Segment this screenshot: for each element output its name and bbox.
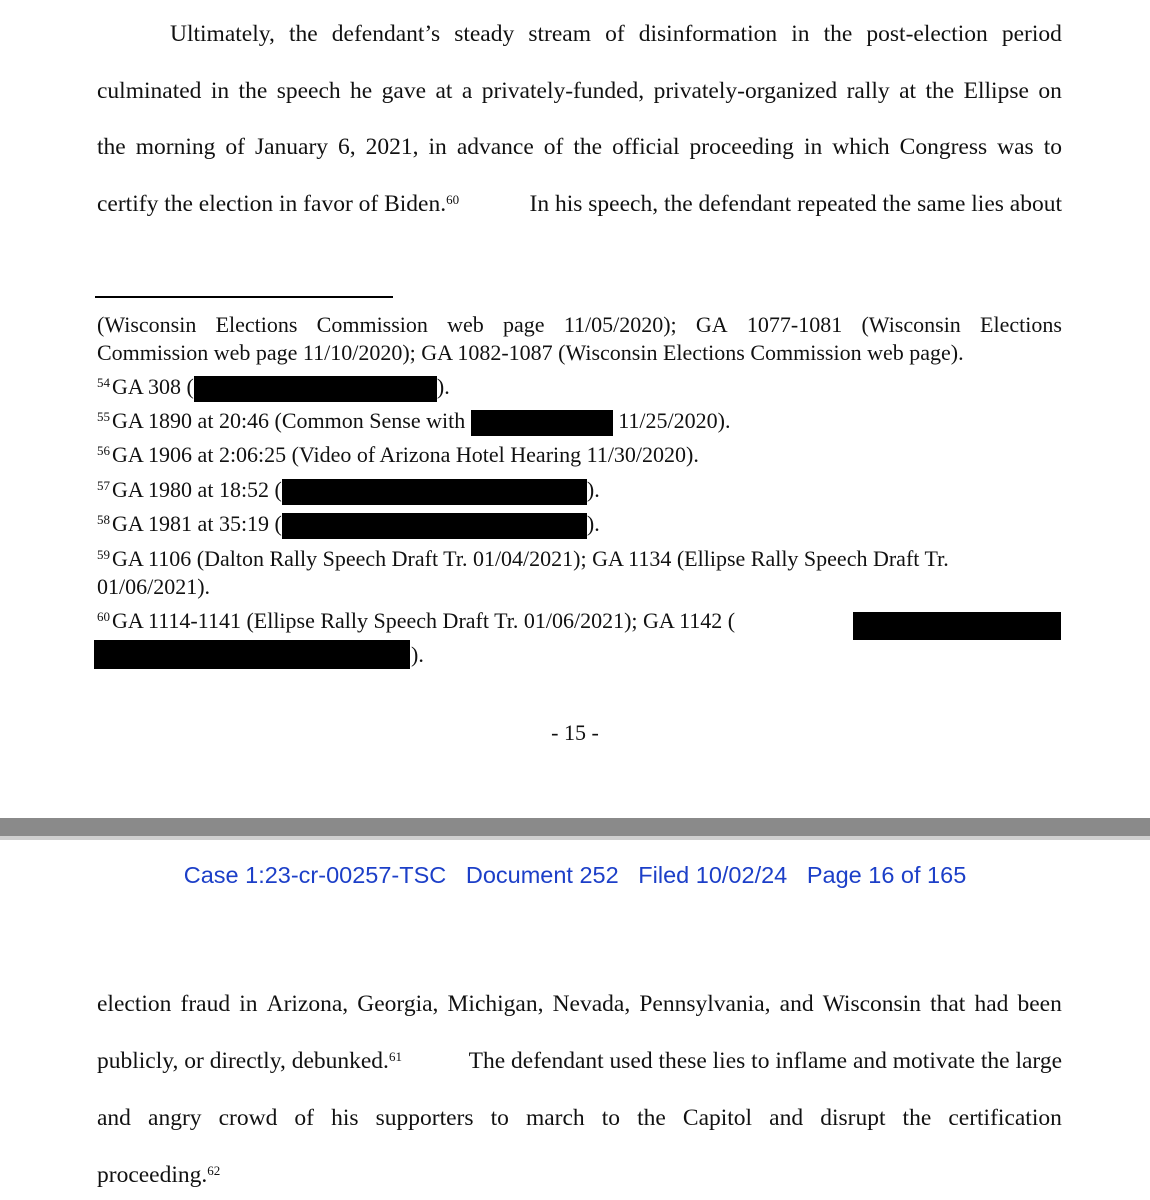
header-case: Case 1:23-cr-00257-TSC bbox=[183, 862, 447, 888]
redaction-block bbox=[471, 410, 613, 436]
word: proceeding bbox=[689, 134, 794, 160]
word: in bbox=[791, 21, 810, 47]
redaction-block bbox=[282, 479, 587, 505]
footnote-56 bbox=[97, 442, 699, 468]
word: the bbox=[97, 134, 126, 160]
case-header bbox=[0, 862, 1150, 889]
footnote-text: GA 1114-1141 (Ellipse Rally Speech Draft Tr. 01/06/2021); GA 1142 ( bbox=[112, 608, 736, 633]
header-document: Document 252 bbox=[465, 862, 619, 888]
footnote-close: ). bbox=[586, 477, 600, 502]
footnote-number: 54 bbox=[97, 375, 110, 390]
word: GA bbox=[695, 312, 728, 337]
word: 2021, bbox=[365, 134, 419, 160]
page-number: - 15 - bbox=[551, 720, 599, 745]
word: speech bbox=[276, 78, 341, 104]
word: 11/05/2020); bbox=[563, 312, 677, 337]
word: the bbox=[573, 134, 603, 160]
word: rally bbox=[846, 78, 890, 104]
word: Congress bbox=[899, 134, 988, 160]
word: web bbox=[447, 312, 484, 337]
footnote-58 bbox=[97, 511, 600, 539]
word: at bbox=[899, 78, 917, 104]
footnote-ref-62: 62 bbox=[207, 1163, 221, 1178]
word: election bbox=[97, 991, 172, 1017]
word: of bbox=[225, 134, 245, 160]
word: his bbox=[331, 1105, 359, 1131]
word: culminated bbox=[97, 78, 202, 104]
word: of bbox=[605, 21, 625, 47]
word: the bbox=[288, 21, 318, 47]
word: the bbox=[925, 78, 955, 104]
redaction-block bbox=[853, 612, 1061, 640]
word: he bbox=[350, 78, 373, 104]
word: post-election bbox=[866, 21, 988, 47]
word: Michigan, bbox=[447, 991, 544, 1017]
footnote-number: 57 bbox=[97, 478, 110, 493]
word: angry bbox=[148, 1105, 202, 1131]
word: steady bbox=[454, 21, 515, 47]
word: in bbox=[210, 78, 230, 104]
footnote-text: GA 1980 at 18:52 ( bbox=[112, 477, 282, 502]
page16-line-4 bbox=[97, 1161, 1062, 1189]
word: (Wisconsin bbox=[97, 312, 197, 337]
page16-line-4-text: proceeding. bbox=[97, 1162, 208, 1188]
word: a bbox=[461, 78, 473, 104]
page-break-band bbox=[0, 818, 1150, 836]
word: Commission bbox=[316, 312, 428, 337]
footnote-text: GA 1890 at 20:46 (Common Sense with bbox=[112, 408, 466, 433]
footnote-60-close: ). bbox=[411, 642, 424, 667]
word: January bbox=[254, 134, 329, 160]
word: in bbox=[239, 991, 258, 1017]
footnote-number: 56 bbox=[97, 443, 110, 458]
footnote-separator bbox=[95, 296, 393, 298]
footnote-55 bbox=[97, 408, 730, 436]
word: on bbox=[1038, 78, 1062, 104]
word: the bbox=[637, 1105, 666, 1131]
page16-line-3 bbox=[97, 1104, 1062, 1132]
word: disrupt bbox=[820, 1105, 886, 1131]
word: 1077-1081 bbox=[746, 312, 843, 337]
paragraph-line-4-text: certify the election in favor of Biden. bbox=[97, 191, 447, 217]
word: gave bbox=[381, 78, 427, 104]
word: Elections bbox=[215, 312, 298, 337]
footnote-54 bbox=[97, 374, 450, 402]
word: the bbox=[902, 1105, 932, 1131]
word: privately-funded, bbox=[481, 78, 645, 104]
word: of bbox=[294, 1105, 314, 1131]
word: (Wisconsin bbox=[861, 312, 961, 337]
footnote-ref-61: 61 bbox=[388, 1049, 402, 1064]
footnote-text: GA 308 ( bbox=[112, 374, 194, 399]
word: to bbox=[490, 1105, 509, 1131]
footnote-text: GA 1981 at 35:19 ( bbox=[112, 511, 282, 536]
word: advance bbox=[456, 134, 534, 160]
footnote-text: GA 1106 (Dalton Rally Speech Draft Tr. 01/04/2021); GA 1134 (Ellipse Rally Speech Draft Tr. bbox=[112, 546, 949, 571]
page16-line-2-tail: The defendant used these lies to inflame and motivate the large bbox=[468, 1048, 1062, 1074]
page16-line-2-text: publicly, or directly, debunked. bbox=[97, 1048, 389, 1074]
redaction-block bbox=[282, 513, 587, 539]
word: had bbox=[974, 991, 1009, 1017]
word: Elections bbox=[980, 312, 1062, 337]
word: in bbox=[428, 134, 447, 160]
word: Georgia, bbox=[357, 991, 439, 1017]
footnote-ref-60: 60 bbox=[446, 192, 460, 207]
word: that bbox=[930, 991, 966, 1017]
word: at bbox=[435, 78, 453, 104]
footnote-number: 58 bbox=[97, 512, 110, 527]
footnote-continued-line-2: Commission web page 11/10/2020); GA 1082-1087 (Wisconsin Elections Commission web page). bbox=[97, 340, 964, 365]
footnote-close: ). bbox=[436, 374, 450, 399]
word: Capitol bbox=[682, 1105, 753, 1131]
word: disinformation bbox=[638, 21, 778, 47]
word: supporters bbox=[375, 1105, 474, 1131]
page-break-shadow bbox=[0, 836, 1150, 840]
footnote-59-line-2: 01/06/2021). bbox=[97, 574, 211, 599]
word: stream bbox=[528, 21, 591, 47]
word: Pennsylvania, bbox=[639, 991, 771, 1017]
header-filed: Filed 10/02/24 bbox=[638, 862, 788, 888]
footnote-60 bbox=[97, 608, 735, 634]
footnote-text: GA 1906 at 2:06:25 (Video of Arizona Hotel Hearing 11/30/2020). bbox=[112, 442, 699, 467]
word: official bbox=[612, 134, 680, 160]
footnote-59-lead bbox=[97, 546, 949, 572]
paragraph-line-4 bbox=[97, 190, 1062, 218]
word: in bbox=[803, 134, 823, 160]
word: defendant’s bbox=[331, 21, 441, 47]
word: morning bbox=[135, 134, 216, 160]
word: and bbox=[769, 1105, 804, 1131]
word: march bbox=[525, 1105, 585, 1131]
paragraph-line-2 bbox=[97, 77, 1062, 105]
word: period bbox=[1001, 21, 1062, 47]
word: the bbox=[823, 21, 853, 47]
footnote-59-line-1 bbox=[97, 546, 1062, 572]
redaction-block bbox=[194, 376, 437, 402]
redaction-block bbox=[94, 640, 410, 669]
word: page bbox=[503, 312, 545, 337]
word: to bbox=[1043, 134, 1062, 160]
word: fraud bbox=[180, 991, 231, 1017]
word: to bbox=[601, 1105, 621, 1131]
word: crowd bbox=[218, 1105, 278, 1131]
word: and bbox=[97, 1105, 131, 1131]
word: certification bbox=[948, 1105, 1062, 1131]
word: which bbox=[832, 134, 890, 160]
paragraph-line-3 bbox=[97, 133, 1062, 161]
footnote-number: 55 bbox=[97, 409, 110, 424]
page16-line-2 bbox=[97, 1047, 1062, 1075]
footnote-close: ). bbox=[586, 511, 600, 536]
footnote-number: 59 bbox=[97, 547, 110, 562]
word: Ellipse bbox=[963, 78, 1029, 104]
footnote-57 bbox=[97, 477, 600, 505]
word: been bbox=[1017, 991, 1062, 1017]
word: Wisconsin bbox=[822, 991, 921, 1017]
word: 6, bbox=[338, 134, 356, 160]
word: was bbox=[997, 134, 1034, 160]
paragraph-line-4-tail: In his speech, the defendant repeated the same lies about bbox=[529, 191, 1062, 217]
header-page: Page 16 of 165 bbox=[806, 862, 967, 888]
paragraph-line-1 bbox=[170, 20, 1062, 48]
word: Nevada, bbox=[552, 991, 631, 1017]
footnote-continued-line-1 bbox=[97, 312, 1062, 338]
page16-line-1 bbox=[97, 990, 1062, 1018]
word: privately-organized bbox=[653, 78, 838, 104]
word: of bbox=[543, 134, 564, 160]
footnote-close: 11/25/2020). bbox=[618, 408, 731, 433]
footnote-number: 60 bbox=[97, 609, 110, 624]
word: the bbox=[238, 78, 268, 104]
word: Ultimately, bbox=[170, 21, 275, 47]
word: and bbox=[779, 991, 814, 1017]
word: Arizona, bbox=[266, 991, 349, 1017]
